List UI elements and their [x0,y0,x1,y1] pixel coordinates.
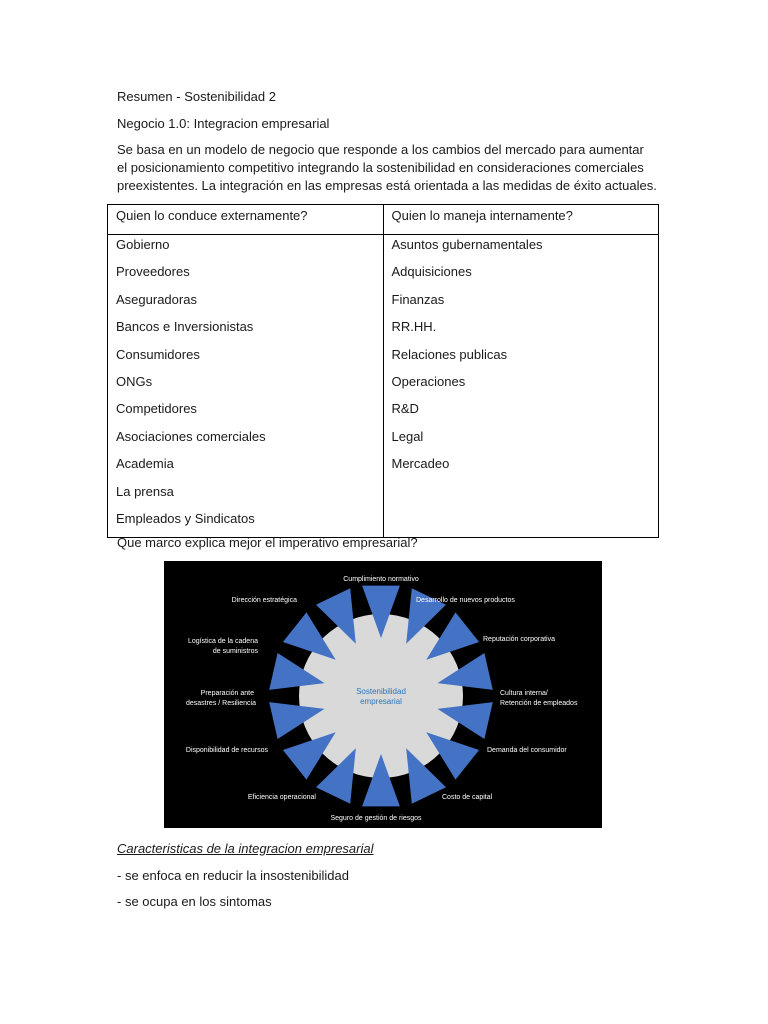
label-resource-availability: Disponibilidad de recursos [185,747,268,754]
label-culture-line2: Retención de empleados [500,700,578,707]
label-risk-management: Seguro de gestión de riesgos [330,815,422,822]
list-item: Operaciones [391,373,466,389]
list-item: Relaciones publicas [391,346,508,362]
characteristic-point: - se ocupa en los sintomas [117,894,272,909]
label-reputation: Reputación corporativa [483,636,555,643]
center-label-line1: Sostenibilidad [356,687,406,696]
internal-cell [383,235,659,538]
characteristics-heading: Caracteristicas de la integracion empresarial [117,841,374,856]
list-item: Empleados y Sindicatos [116,510,255,526]
label-supply-chain-line1: Logística de la cadena [187,638,258,645]
label-culture-line1: Cultura interna/ [500,690,548,697]
external-cell [108,235,384,538]
section-subtitle: Negocio 1.0: Integracion empresarial [117,116,330,131]
list-item: Bancos e Inversionistas [116,319,254,335]
list-item: Mercadeo [391,456,450,472]
list-item: Asociaciones comerciales [116,428,266,444]
center-label-line2: empresarial [360,697,402,706]
list-item: Competidores [116,401,197,417]
list-item: Aseguradoras [116,291,197,307]
header-external: Quien lo conduce externamente? [108,205,384,235]
sustainability-diagram [164,561,602,828]
label-resilience-line2: desastres / Resiliencia [185,700,256,707]
label-supply-chain-line2: de suministros [212,648,258,655]
list-item: Consumidores [116,346,200,362]
label-strategic-direction: Dirección estratégica [231,597,297,604]
document-title: Resumen - Sostenibilidad 2 [117,89,276,104]
question-text: Que marco explica mejor el imperativo empresarial? [117,535,418,550]
center-circle [299,614,463,778]
list-item: Adquisiciones [391,264,472,280]
list-item: La prensa [116,483,174,499]
label-new-products: Desarrollo de nuevos productos [416,597,515,604]
list-item: Asuntos gubernamentales [391,237,543,252]
list-item: ONGs [116,373,153,389]
label-operational-efficiency: Eficiencia operacional [247,794,316,801]
intro-paragraph: Se basa en un modelo de negocio que responde a los cambios del mercado para aumentar el posicionamiento competitivo integrando la sostenibilidad en consideraciones comerciales preexistentes. La integración en las empresas está orientada a las medidas de éxito actuales. [117,142,657,193]
list-item: R&D [391,401,419,417]
external-list [116,236,375,537]
list-item: Legal [391,428,424,444]
table-row [108,235,659,538]
label-consumer-demand: Demanda del consumidor [487,747,567,754]
characteristic-point: - se enfoca en reducir la insostenibilidad [117,868,349,883]
list-item: Gobierno [116,237,170,252]
list-item: Academia [116,456,174,472]
list-item: Proveedores [116,264,190,280]
header-internal: Quien lo maneja internamente? [383,205,659,235]
internal-list [392,236,651,483]
label-compliance: Cumplimiento normativo [343,576,419,583]
list-item: Finanzas [391,291,445,307]
drivers-table [107,204,659,538]
list-item: RR.HH. [391,319,437,335]
label-resilience-line1: Preparación ante [200,690,254,697]
table-header-row [108,205,659,235]
label-cost-of-capital: Costo de capital [442,794,493,801]
